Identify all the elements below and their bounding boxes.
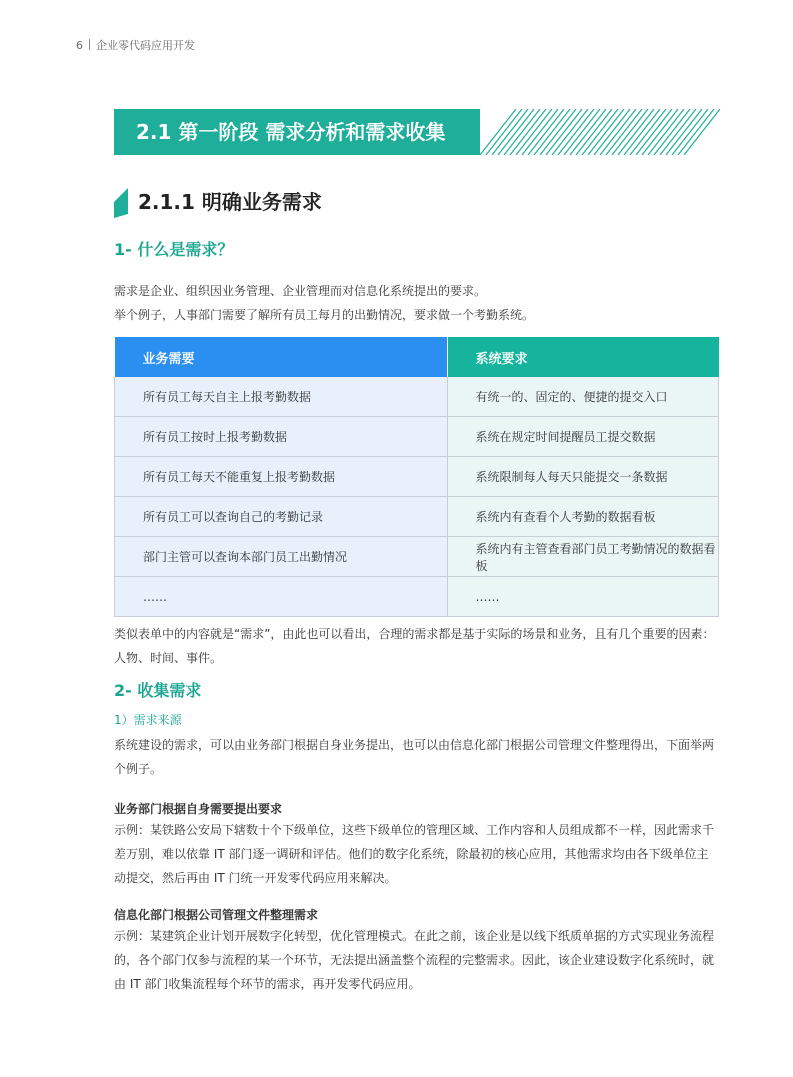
case2-body: 示例：某建筑企业计划开展数字化转型，优化管理模式。在此之前，该企业是以线下纸质单据的方式实现业务流程的，各个部门仅参与流程的某一个环节，无法提出涵盖整个流程的完整需求。因此，该企业建设数字化系统时，就由 IT 部门收集流程每个环节的需求，再开发零代码应用。 [114, 929, 715, 991]
table-cell: …… [115, 577, 448, 617]
table-cell: 部门主管可以查询本部门员工出勤情况 [115, 537, 448, 577]
part2-heading: 2- 收集需求 [114, 681, 202, 700]
table-cell: 系统在规定时间提醒员工提交数据 [447, 417, 719, 457]
table-cell: 有统一的、固定的、便捷的提交入口 [447, 377, 719, 417]
after-table-paragraph: 类似表单中的内容就是“需求”，由此也可以看出，合理的需求都是基于实际的场景和业务，且有几个重要的因素：人物、时间、事件。 [114, 627, 715, 665]
table-cell: 系统限制每人每天只能提交一条数据 [447, 457, 719, 497]
case1-body: 示例：某铁路公安局下辖数十个下级单位，这些下级单位的管理区域、工作内容和人员组成都不一样，因此需求千差万别，难以依靠 IT 部门逐一调研和评估。他们的数字化系统，除最初的核心应用，其他需求均由各下级单位主动提交，然后再由 IT 门统一开发零代码应用来解决。 [114, 823, 715, 885]
table-row [115, 577, 719, 617]
table-header-row [115, 337, 719, 377]
table-row [115, 537, 719, 577]
part2-subheading: 1）需求来源 [114, 713, 182, 727]
table-cell: 所有员工每天自主上报考勤数据 [115, 377, 448, 417]
doc-title: 企业零代码应用开发 [96, 39, 195, 52]
case1-title: 业务部门根据自身需要提出要求 [114, 802, 283, 816]
table-cell: 所有员工可以查询自己的考勤记录 [115, 497, 448, 537]
table-cell: 系统内有主管查看部门员工考勤情况的数据看板 [447, 537, 719, 577]
table-row [115, 377, 719, 417]
table-cell: 所有员工按时上报考勤数据 [115, 417, 448, 457]
part1-paragraph [114, 279, 720, 327]
case2-title: 信息化部门根据公司管理文件整理需求 [114, 908, 319, 922]
page-header [76, 37, 195, 53]
table-cell: 系统内有查看个人考勤的数据看板 [447, 497, 719, 537]
part1-heading: 1- 什么是需求？ [114, 240, 234, 259]
table-row [115, 457, 719, 497]
page-number: 6 [76, 39, 83, 52]
subsection-title: 2.1.1 明确业务需求 [138, 190, 322, 214]
part1-line2: 举个例子，人事部门需要了解所有员工每月的出勤情况，要求做一个考勤系统。 [114, 308, 535, 322]
column-header: 业务需要 [115, 337, 448, 377]
column-header: 系统要求 [447, 337, 719, 377]
table-row [115, 497, 719, 537]
table-cell: …… [447, 577, 719, 617]
table-row [115, 417, 719, 457]
requirements-table [114, 337, 719, 617]
section-title: 2.1 第一阶段 需求分析和需求收集 [114, 109, 480, 155]
part2-intro: 系统建设的需求，可以由业务部门根据自身业务提出，也可以由信息化部门根据公司管理文件整理得出，下面举两个例子。 [114, 738, 715, 776]
table-cell: 所有员工每天不能重复上报考勤数据 [115, 457, 448, 497]
part1-line1: 需求是企业、组织因业务管理、企业管理而对信息化系统提出的要求。 [114, 284, 487, 298]
section-banner [114, 109, 720, 155]
heading-marker-icon [114, 188, 130, 218]
header-divider [89, 39, 90, 50]
hatch-decoration [480, 109, 720, 155]
